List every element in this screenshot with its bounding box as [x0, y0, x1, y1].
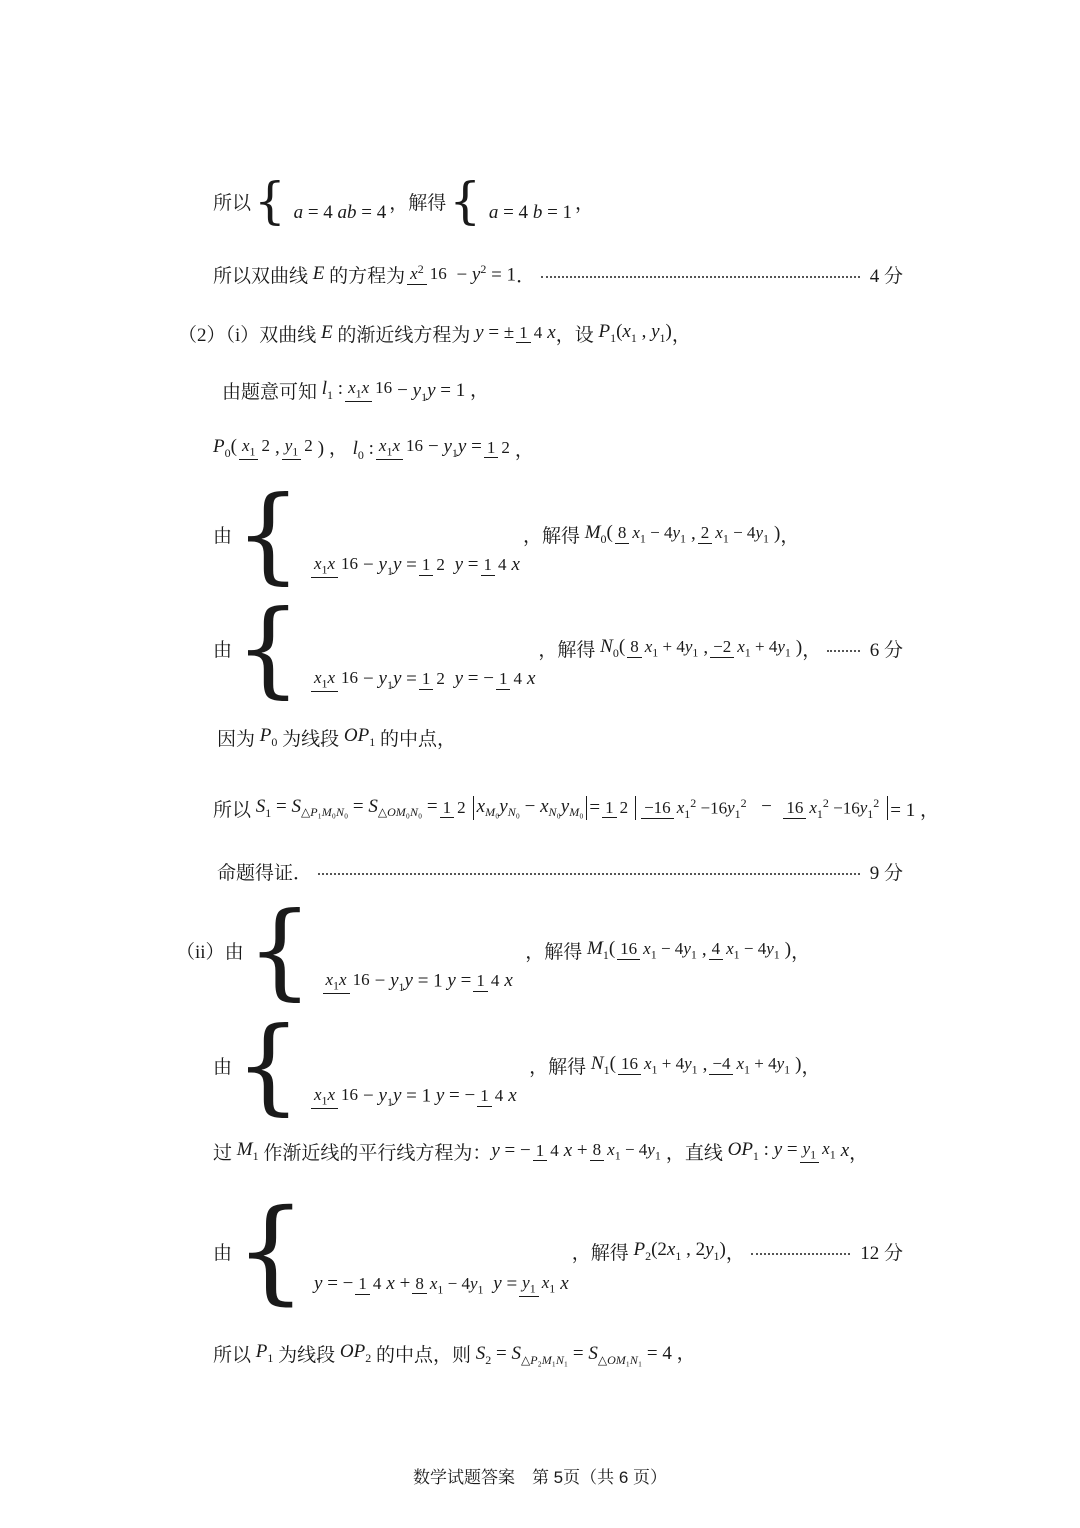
line-2: 所以双曲线 E 的方程为 $x^2$ 16 − $y^2 = 1$ ． 4 分: [213, 261, 903, 287]
text: （2）（i）双曲线: [178, 324, 317, 346]
text: ，解得: [522, 525, 580, 547]
line-8: 因为 $P_0$ 为线段 $OP_1$ 的中点，: [217, 724, 456, 750]
text: ，解得: [389, 192, 447, 214]
text: 由: [213, 1242, 233, 1264]
text: ，直线: [665, 1142, 723, 1164]
score-label: 6 分: [869, 639, 903, 661]
line-14: 由 { y = − 1 4 x + 8 $x_1 - 4y_1$ $y = y_1$ $x_1$ x ，解得 $P_2(2x_1$ , $2y_1$) ， 12 分: [213, 1186, 903, 1316]
line-13: 过 $M_1$ 作渐近线的平行线方程为： y = − 1 4 x + 8 $x_1 - 4y_1$ ，直线 $OP_1$ : y = $y_1$ $x_1$ x ，: [213, 1138, 869, 1164]
text: 所以: [213, 1344, 252, 1366]
system-l0-asymptote-neg: { $x_1x$ $16 - y_1y = 1$ 2 y = − 1 4 x: [235, 587, 536, 709]
text: ，解得: [571, 1242, 629, 1264]
text: 由: [213, 1056, 233, 1078]
text: 为线段: [282, 728, 340, 750]
text: （ii）: [176, 941, 225, 963]
text: 由题意可知: [222, 381, 318, 403]
text: ，: [780, 525, 800, 547]
text: ，解得: [529, 1056, 587, 1078]
dot-leader: [318, 873, 860, 875]
text: 由: [213, 525, 233, 547]
line-5: $P_0$( $x_1$ 2 , $y_1$ 2 ) ， $l_0$ : $x_1x$ 16 − $y_1y$ = 1 2 ，: [213, 435, 534, 462]
line-1: [213, 172, 595, 230]
line-11: （ii） 由 { $x_1x$ $16 - y_1y = 1$ y = 1 4 x ，解得 $M_1$( 16 $x_1 - 4y_1$ , 4 $x_1 - 4y_1$ ) ，: [176, 889, 811, 1011]
dot-leader: [751, 1253, 850, 1255]
text: ，解得: [538, 639, 596, 661]
text: 的方程为: [329, 265, 406, 287]
text: ，解得: [525, 941, 583, 963]
text: 的渐近线方程为: [337, 324, 471, 346]
system-a-b-solution: { a = 4 b = 1: [449, 172, 573, 230]
text: 因为: [217, 728, 256, 750]
text: 由: [213, 639, 233, 661]
score-label: 4 分: [869, 265, 903, 287]
text: ，: [791, 941, 811, 963]
text: ，设: [555, 324, 594, 346]
page-footer: 数学试题答案 第 5页（共 6 页）: [412, 1468, 668, 1487]
score-label: 12 分: [860, 1242, 903, 1264]
text: 为线段: [278, 1344, 336, 1366]
line-4: 由题意可知 $l_1$ : $x_1x$ 16 − $y_1y = 1$ ，: [222, 377, 489, 404]
text: ，: [849, 1142, 869, 1164]
system-l1-asymptote-pos: { $x_1x$ $16 - y_1y = 1$ y = 1 4 x: [246, 889, 513, 1011]
line-3: （2）（i）双曲线 E 的渐近线方程为 y = ± 1 4 x ，设 $P_1(x_1$ , $y_1$) ，: [178, 320, 691, 346]
line-9: 所以 $S_1 = S_{\triangle P_1M_0N_0} = S_{\triangle OM_0N_0}$ = 1 2 $x_{M_0}y_{N_0} - x_{N_0}y_{M_0}$ = 1 2 −16 $x_1^2 -16y_1^2 - 16$ $x_1^2 -16y_1^2$ = 1 ，: [213, 795, 939, 821]
text: ，: [514, 439, 534, 461]
system-l1-asymptote-neg: { $x_1x$ $16 - y_1y = 1$ y = − 1 4 x: [235, 1004, 517, 1126]
text: ，: [671, 324, 691, 346]
text: 的中点，: [379, 728, 456, 750]
line-15: 所以 $P_1$ 为线段 $OP_2$ 的中点，则 $S_2 = S_{\triangle P_2M_1N_1} = S_{\triangle OM_1N_1} = 4$ ，: [213, 1340, 696, 1367]
text: ，: [725, 1242, 745, 1264]
text: 过: [213, 1142, 233, 1164]
text: ，: [802, 639, 822, 661]
system-parallel-op1: { y = − 1 4 x + 8 $x_1 - 4y_1$ $y = y_1$ $x_1$ x: [235, 1186, 569, 1316]
score-label: 9 分: [869, 862, 903, 884]
line-6: 由 { $x_1x$ $16 - y_1y = 1$ 2 y = 1 4 x ，解得 $M_0$( 8 $x_1 - 4y_1$ , 2 $x_1 - 4y_1$ ) ，: [213, 473, 800, 595]
text: ．: [516, 265, 536, 287]
line-7: 由 { $x_1x$ $16 - y_1y = 1$ 2 y = − 1 4 x ，解得 $N_0$( 8 $x_1 + 4y_1$ , −2 $x_1 + 4y_1$ ) ， 6 分: [213, 587, 903, 709]
text: 的中点，则: [375, 1344, 471, 1366]
dot-leader: [827, 650, 859, 652]
line-10: [217, 856, 903, 886]
system-a-ab: { a = 4 ab = 4: [254, 172, 387, 230]
text: 作渐近线的平行线方程为：: [263, 1142, 492, 1164]
dot-leader: [541, 276, 860, 278]
text: ，: [801, 1056, 821, 1078]
text: ，: [575, 192, 595, 214]
text: 由: [224, 941, 244, 963]
system-l0-asymptote-pos: { $x_1x$ $16 - y_1y = 1$ 2 y = 1 4 x: [235, 473, 520, 595]
line-12: 由 { $x_1x$ $16 - y_1y = 1$ y = − 1 4 x ，解得 $N_1$( 16 $x_1 + 4y_1$ , −4 $x_1 + 4y_1$ ) ，: [213, 1004, 821, 1126]
text: 所以: [213, 192, 252, 214]
text: 所以: [213, 799, 252, 821]
text: 命题得证．: [217, 862, 313, 884]
text: 所以双曲线: [213, 265, 309, 287]
